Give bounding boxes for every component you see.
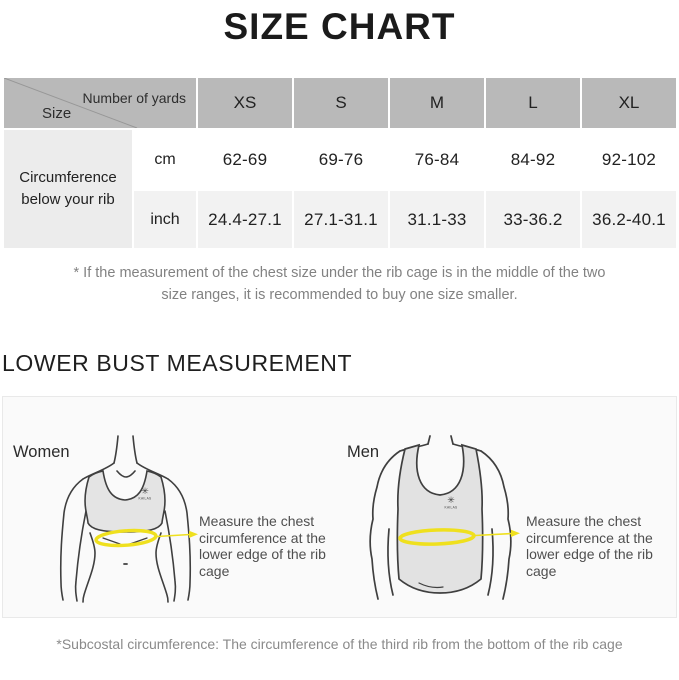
value-cell: 31.1-33 xyxy=(390,191,484,248)
size-chart-table xyxy=(4,78,676,248)
value-cell: 84-92 xyxy=(486,130,580,189)
svg-text:✳: ✳ xyxy=(141,486,149,496)
women-figure xyxy=(31,435,211,603)
value-cell: 69-76 xyxy=(294,130,388,189)
women-label: Women xyxy=(13,443,70,461)
measurement-diagram xyxy=(2,396,677,618)
unit-cell-inch: inch xyxy=(134,191,196,248)
section-title: LOWER BUST MEASUREMENT xyxy=(2,350,353,376)
column-header-l: L xyxy=(486,78,580,128)
svg-text:KAILAS: KAILAS xyxy=(444,505,458,510)
svg-text:✳: ✳ xyxy=(447,495,455,505)
svg-text:KAILAS: KAILAS xyxy=(138,496,152,501)
value-cell: 24.4-27.1 xyxy=(198,191,292,248)
men-label: Men xyxy=(347,443,380,461)
measure-arrow-icon xyxy=(157,531,198,538)
column-header-xs: XS xyxy=(198,78,292,128)
column-header-xl: XL xyxy=(582,78,676,128)
annotation-men: Measure the chest circumference at the lower edge of the rib cage xyxy=(526,513,653,579)
corner-cell xyxy=(4,78,196,128)
size-chart-page xyxy=(0,6,679,680)
value-cell: 62-69 xyxy=(198,130,292,189)
value-cell: 92-102 xyxy=(582,130,676,189)
row-header: Circumference below your rib xyxy=(4,130,132,248)
column-header-s: S xyxy=(294,78,388,128)
annotation-women: Measure the chest circumference at the lower edge of the rib cage xyxy=(199,513,326,579)
value-cell: 27.1-31.1 xyxy=(294,191,388,248)
unit-cell-cm: cm xyxy=(134,130,196,189)
value-cell: 33-36.2 xyxy=(486,191,580,248)
men-figure xyxy=(343,435,533,605)
column-header-m: M xyxy=(390,78,484,128)
table-note: * If the measurement of the chest size under the rib cage is in the middle of the two size ranges, it is recommended to buy one size smaller. xyxy=(73,265,606,303)
page-title: SIZE CHART xyxy=(223,6,456,47)
corner-top-label: Number of yards xyxy=(82,90,186,106)
value-cell: 76-84 xyxy=(390,130,484,189)
value-cell: 36.2-40.1 xyxy=(582,191,676,248)
bottom-note: *Subcostal circumference: The circumference of the third rib from the bottom of the rib cage xyxy=(56,636,623,652)
corner-bottom-label: Size xyxy=(42,105,72,122)
